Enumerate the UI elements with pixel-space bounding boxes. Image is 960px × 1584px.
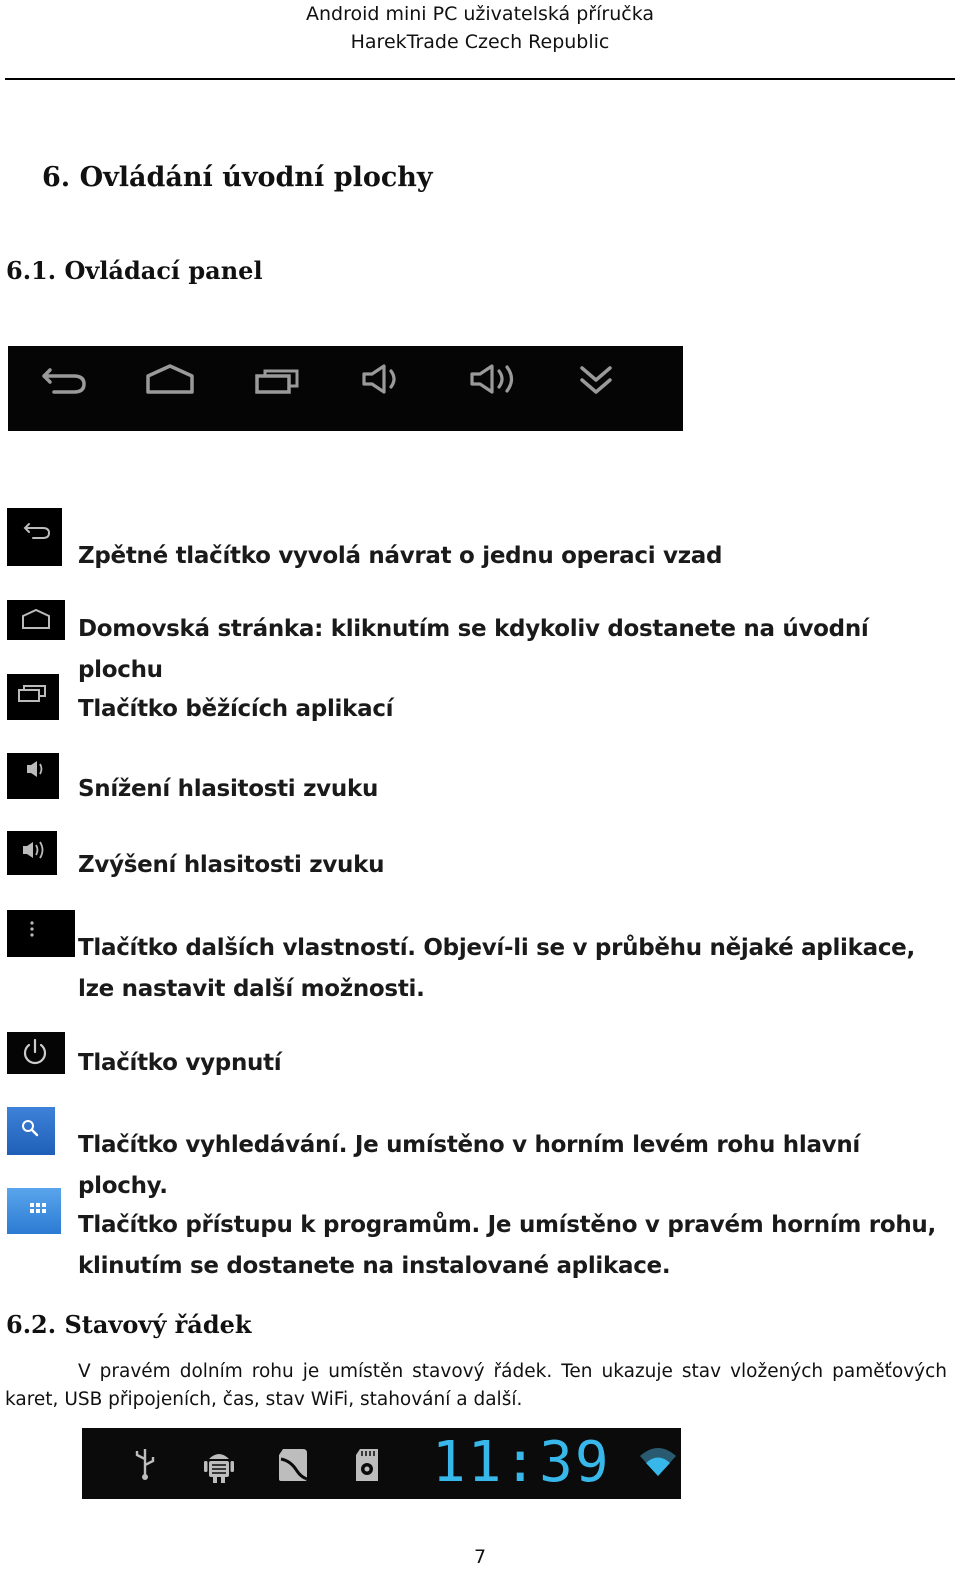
- volume-up-icon: [468, 362, 524, 396]
- navigation-bar-image: [8, 346, 683, 431]
- item-power: Tlačítko vypnutí: [78, 1050, 282, 1076]
- header-company: HarekTrade Czech Republic: [350, 31, 610, 53]
- power-icon: [7, 1032, 65, 1074]
- sd-card-icon: [275, 1447, 311, 1483]
- usb-icon: [132, 1447, 158, 1481]
- recent-apps-icon: [7, 674, 59, 720]
- apps-grid-icon: [7, 1188, 61, 1234]
- item-back: Zpětné tlačítko vyvolá návrat o jednu operaci vzad: [78, 543, 723, 569]
- item-volume-down: Snížení hlasitosti zvuku: [78, 776, 379, 802]
- item-more-options: Tlačítko dalších vlastností. Objeví-li se v průběhu nějaké aplikace, lze nastavit další možnosti.: [78, 935, 915, 1002]
- volume-up-icon: [7, 831, 57, 875]
- back-icon: [40, 362, 90, 396]
- page-header: [0, 0, 960, 56]
- status-bar-image: [82, 1428, 681, 1499]
- back-icon: [7, 508, 62, 566]
- sd-card-gear-icon: [352, 1447, 382, 1483]
- page-number: 7: [473, 1546, 487, 1568]
- item-apps: Tlačítko přístupu k programům. Je umístěno v pravém horním rohu, klinutím se dostanete na instalované aplikace.: [78, 1212, 936, 1279]
- status-bar-text: V pravém dolním rohu je umístěn stavový řádek. Ten ukazuje stav vložených paměťových karet, USB připojeních, čas, stav WiFi, stahování a další.: [5, 1361, 947, 1410]
- item-home: Domovská stránka: kliknutím se kdykoliv dostanete na úvodní plochu: [78, 616, 869, 683]
- section-heading-6: 6. Ovládání úvodní plochy: [42, 162, 433, 193]
- home-icon: [144, 362, 196, 396]
- wifi-icon: [638, 1442, 678, 1482]
- volume-down-icon: [7, 753, 59, 799]
- section-heading-6-1: 6.1. Ovládací panel: [6, 256, 263, 285]
- item-search: Tlačítko vyhledávání. Je umístěno v horním levém rohu hlavní plochy.: [78, 1132, 861, 1199]
- chevron-down-icon: [576, 362, 616, 396]
- clock: 11:39: [432, 1430, 611, 1495]
- home-icon: [7, 600, 65, 640]
- recent-apps-icon: [253, 362, 305, 396]
- header-divider: [5, 78, 955, 80]
- android-debug-icon: [202, 1447, 236, 1483]
- item-volume-up: Zvýšení hlasitosti zvuku: [78, 852, 385, 878]
- status-bar-description: [5, 1358, 947, 1414]
- item-recent-apps: Tlačítko běžících aplikací: [78, 696, 394, 722]
- header-title: Android mini PC uživatelská příručka: [305, 3, 655, 25]
- search-icon: [7, 1107, 55, 1155]
- section-heading-6-2: 6.2. Stavový řádek: [6, 1310, 252, 1339]
- volume-down-icon: [360, 362, 408, 396]
- menu-dots-icon: [7, 910, 75, 957]
